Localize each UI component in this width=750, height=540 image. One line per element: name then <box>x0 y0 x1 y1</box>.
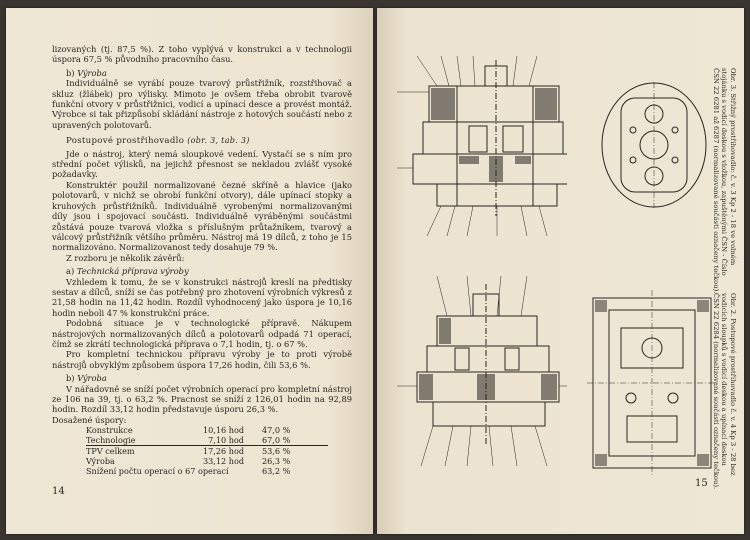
die-plan-view-bottom <box>587 288 717 478</box>
paragraph: Z rozboru je několik závěrů: <box>66 252 185 263</box>
book-spread <box>6 8 744 534</box>
left-page <box>6 8 373 534</box>
paragraph: V nářadovně se sníží počet výrobních operací pro kompletní nástroj ze 106 na 39, tj. o 63,2 %. Pracnost se sníží z 126,01 hodin na 92,89 hodin. Rozdíl 33,12 hodin představuje úsporu 26,3 %. <box>52 383 352 415</box>
subheading-b-vyroba-2: b) Výroba <box>66 373 107 384</box>
savings-table <box>86 425 328 476</box>
right-page <box>377 8 744 534</box>
table-row: Snížení počtu operací o 67 operací 63,2 % <box>86 466 291 477</box>
table-row: Technologie 7,10 hod 67,0 % <box>86 435 328 446</box>
table-row: Konstrukce 10,16 hod 47,0 % <box>86 425 291 436</box>
paragraph: Podobná situace je v technologické přípravě. Nákupem nástrojových normalizovaných dílců a polotovarů odpadá 71 operací, čímž se zkrátí technologická příprava o 7,1 hodin, tj. o 67 %. <box>52 318 352 349</box>
left-page-text <box>52 44 352 476</box>
subheading-a-tpv: a) Technická příprava výroby <box>66 266 189 277</box>
page-number: 14 <box>52 486 65 497</box>
die-section-drawing-top <box>397 56 567 246</box>
figure-caption-top: Obr. 3. Střižný prostřihovadlo: č. v. 3 Kp 2 - 18 ve volném stojánku s vodicí deskou s vložkou, zapuštěnými ČSN - Číslo ČSN 22 6281 až 6287 (normalizované součásti označeny tečkou). <box>711 68 737 294</box>
section-heading: Postupové prostřihovadlo (obr. 3, tab. 3) <box>66 136 250 147</box>
page-number: 15 <box>695 478 708 489</box>
die-plan-view-top <box>599 80 709 210</box>
paragraph: lizovaných (tj. 87,5 %). Z toho vyplývá v konstrukci a v technologii úspora 67,5 % původního pracovního času. <box>52 44 352 65</box>
paragraph: Jde o nástroj, který nemá sloupkové vedení. Vystačí se s ním pro střední počet výlisků, na jejichž přesnost se nekladou zvlášť vysoké požadavky. <box>52 148 352 180</box>
paragraph: Dosažené úspory: <box>52 414 127 425</box>
paragraph: Konstruktér použil normalizované čezné skříně a hlavice (jako polotovarů, v nichž se obrobí funkční otvory), dále upínací stopky a kruhových průstřižníků. Individuálně vyrobenými normalizovanými díly jsou i spojovací součásti. Individuálně vyráběnými součástmi zůstává pouze tvarová vložka s příslušným průtažníkem, tvarový a válcový průstřižník většího průměru. Nástroj má 19 dílců, z toho je 15 normalizováno. Normalizovanost tedy dosahuje 79 %. <box>52 179 352 253</box>
die-section-drawing-bottom <box>397 276 567 476</box>
table-row: Výroba 33,12 hod 26,3 % <box>86 456 291 467</box>
table-row: TPV celkem 17,26 hod 53,6 % <box>86 446 291 457</box>
paragraph: Vzhledem k tomu, že se v konstrukci nástrojů kreslí na předtisky sestav a dílců, sníží se čas potřebný pro zhotovení výrobních výkresů z 21,58 hodin na 11,42 hodin. Rozdíl vyhodnocený jako úspora je 10,16 hodin neboli 47 % konstrukční práce. <box>52 276 352 318</box>
paragraph: Pro kompletní technickou přípravu výroby je to proti výrobě nástrojů obvyklým způsobem úspora 17,26 hodin, čili 53,6 %. <box>52 349 352 370</box>
subheading-b-vyroba: b) Výroba <box>66 67 107 78</box>
figure-caption-bottom: Obr. 2. Postupové prostřihovadlo č. v. 4 Kp 3 - 28 bez vodicích sloupků s vodicí deskou a upínací deskou ČSN 22 6284 (normalizované součásti označeny tečkou). <box>711 293 737 490</box>
paragraph: Individuálně se vyrábí pouze tvarový průstřižník, rozstřihovač a skluz (žlábek) pro výlisky. Mimoto je ovšem třeba obrobit tvarově funkční otvory v průstřižnici, vodicí a upínací desce a provést montáž. Výrobce si tak přizpůsobí skládání nástroje z hotových součástí nebo z upravených polotovarů. <box>52 78 352 130</box>
